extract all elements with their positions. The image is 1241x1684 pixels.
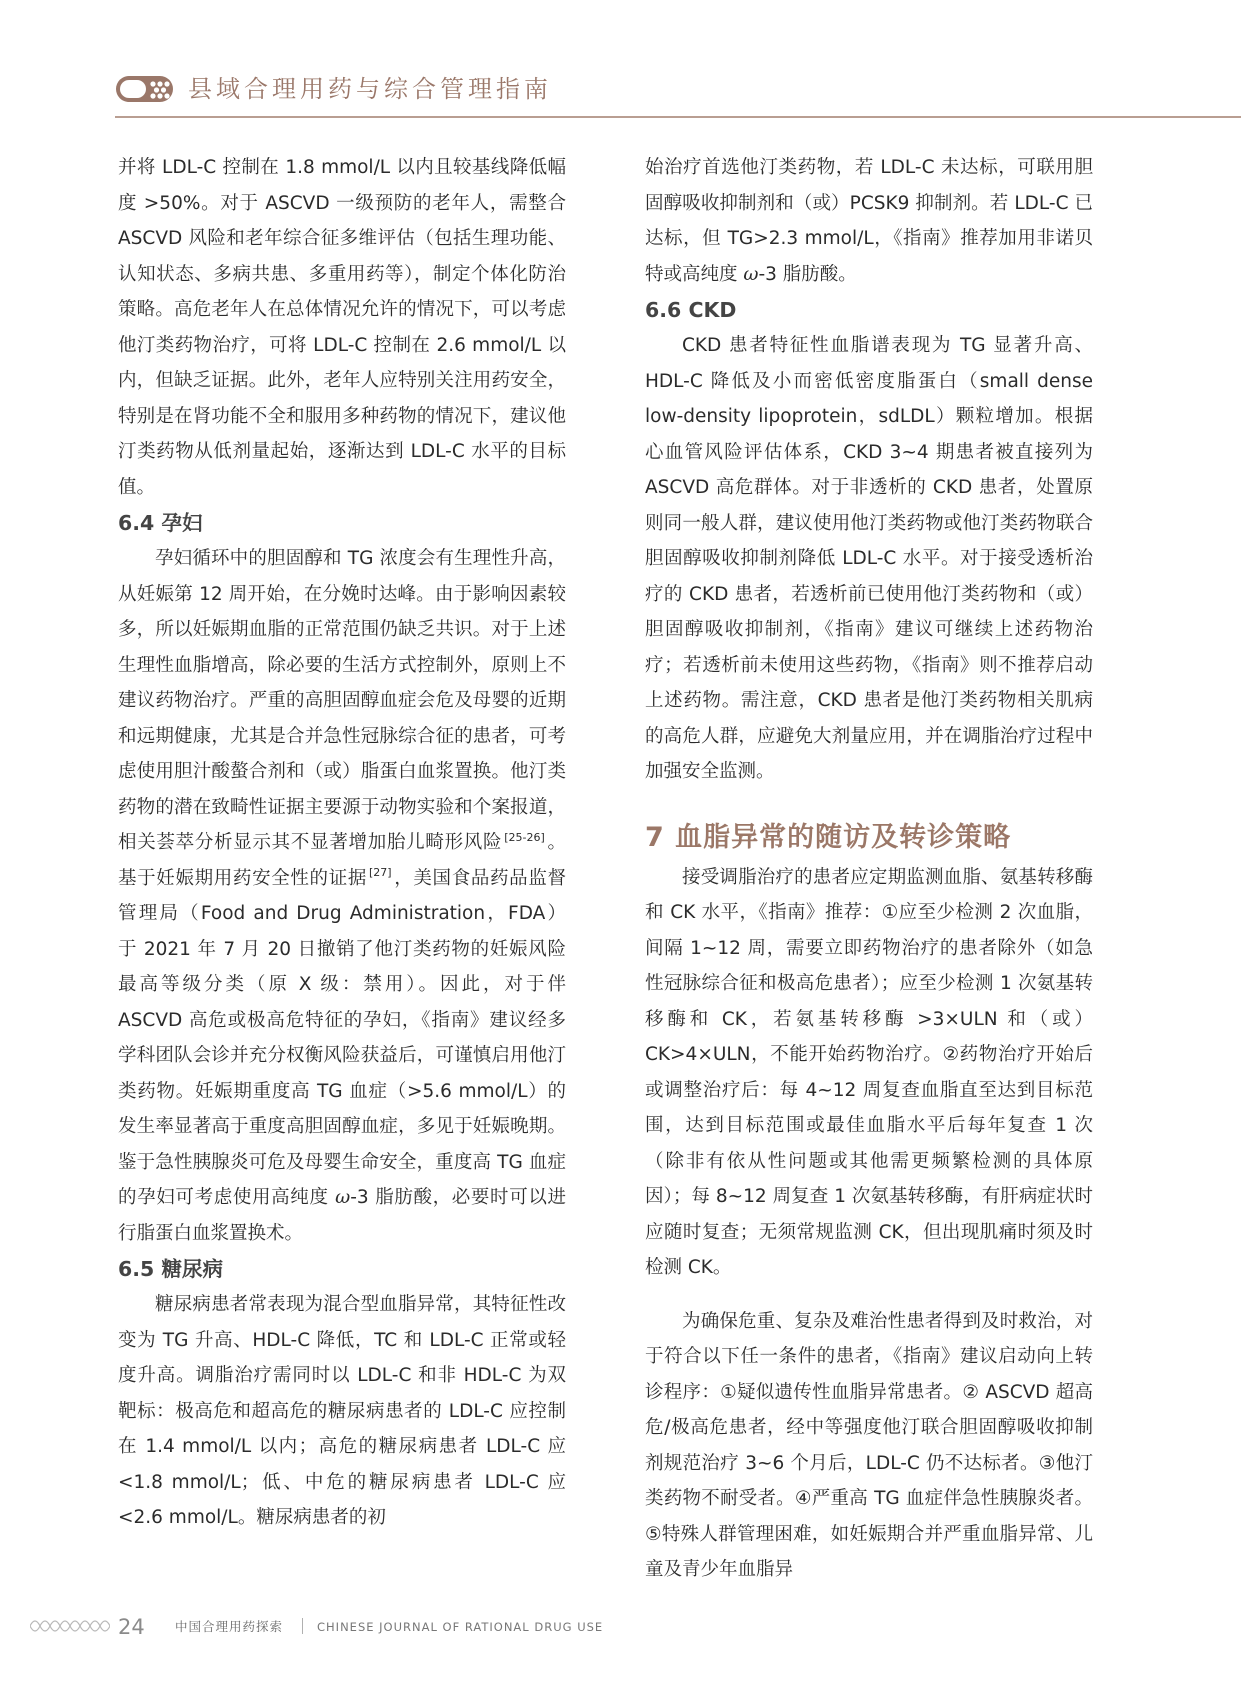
right-column xyxy=(645,150,1093,1588)
citation-27[interactable]: [27] xyxy=(369,866,392,880)
section-heading-6-4: 6.4 孕妇 xyxy=(118,511,203,535)
paragraph-elderly-continued: 并将 LDL-C 控制在 1.8 mmol/L 以内且较基线降低幅度 >50%。对于 ASCVD 一级预防的老年人，需整合 ASCVD 风险和老年综合征多维评估（包括生理功能、认知状态、多病共患、多重用药等），制定个体化防治策略。高危老年人在总体情况允许的情况下，可以考虑他汀类药物治疗，可将 LDL-C 控制在 2.6 mmol/L 以内，但缺乏证据。此外，老年人应特别关注用药安全，特别是在肾功能不全和服用多种药物的情况下，建议他汀类药物从低剂量起始，逐渐达到 LDL-C 水平的目标值。 xyxy=(118,157,566,498)
wave-decoration-icon xyxy=(30,1616,110,1636)
footer-divider xyxy=(302,1618,303,1634)
text-run: 始治疗首选他汀类药物，若 LDL-C 未达标，可联用胆固醇吸收抑制剂和（或）PCSK9 抑制剂。若 LDL-C 已达标，但 TG>2.3 mmol/L，《指南》推荐加用非诺贝特或高纯度 xyxy=(645,157,1093,285)
paragraph-pregnancy xyxy=(118,541,566,1251)
left-column xyxy=(118,150,566,1536)
text-run: -3 脂肪酸，必要时可以进行脂蛋白血浆置换术。 xyxy=(118,1187,566,1244)
citation-25-26[interactable]: [25-26] xyxy=(504,830,545,844)
journal-name-cn: 中国合理用药探索 xyxy=(175,1619,284,1634)
text-run: ，美国食品药品监督管理局（Food and Drug Administration，FDA） 于 2021 年 7 月 20 日撤销了他汀类药物的妊娠风险最高等级分类（原 X 级：禁用）。因此，对于伴 ASCVD 高危或极高危特征的孕妇，《指南》建议经多学科团队会诊并充分权衡风险获益后，可谨慎启用他汀类药物。妊娠期重度高 TG 血症（>5.6 mmol/L）的发生率显著高于重度高胆固醇血症，多见于妊娠晚期。鉴于急性胰腺炎可危及母婴生命安全，重度高 TG 血症的孕妇可考虑使用高纯度 xyxy=(118,867,566,1208)
text-run: 。基于妊娠期用药安全性的证据 xyxy=(118,832,566,889)
journal-name-en: CHINESE JOURNAL OF RATIONAL DRUG USE xyxy=(317,1620,604,1634)
text-run: -3 脂肪酸。 xyxy=(758,263,857,285)
running-header xyxy=(115,70,1241,126)
text-run: 孕妇循环中的胆固醇和 TG 浓度会有生理性升高，从妊娠第 12 周开始，在分娩时达峰。由于影响因素较多，所以妊娠期血脂的正常范围仍缺乏共识。对于上述生理性血脂增高，除必要的生活方式控制外，原则上不建议药物治疗。严重的高胆固醇血症会危及母婴的近期和远期健康，尤其是合并急性冠脉综合征的患者，可考虑使用胆汁酸螯合剂和（或）脂蛋白血浆置换。他汀类药物的潜在致畸性证据主要源于动物实验和个案报道，相关荟萃分析显示其不显著增加胎儿畸形风险 xyxy=(118,548,566,853)
omega-symbol: ω xyxy=(335,1187,351,1208)
section-heading-7: 7 血脂异常的随访及转诊策略 xyxy=(645,821,1012,853)
header-title: 县域合理用药与综合管理指南 xyxy=(188,75,552,103)
paragraph-diabetes-continued xyxy=(645,150,1093,292)
section-heading-6-6: 6.6 CKD xyxy=(645,298,737,322)
paragraph-referral: 为确保危重、复杂及难治性患者得到及时救治，对于符合以下任一条件的患者，《指南》建议启动向上转诊程序：①疑似遗传性血脂异常患者。② ASCVD 超高危/极高危患者，经中等强度他汀联合胆固醇吸收抑制剂规范治疗 3~6 个月后，LDL-C 仍不达标者。③他汀类药物不耐受者。④严重高 TG 血症伴急性胰腺炎者。⑤特殊人群管理困难，如妊娠期合并严重血脂异常、儿童及青少年血脂异 xyxy=(645,1310,1093,1580)
page-number: 24 xyxy=(118,1615,145,1639)
page-footer xyxy=(30,1612,730,1642)
paragraph-diabetes: 糖尿病患者常表现为混合型血脂异常，其特征性改变为 TG 升高、HDL-C 降低，TC 和 LDL-C 正常或轻度升高。调脂治疗需同时以 LDL-C 和非 HDL-C 为双靶标：极高危和超高危的糖尿病患者的 LDL-C 应控制在 1.4 mmol/L 以内；高危的糖尿病患者 LDL-C 应 <1.8 mmol/L；低、中危的糖尿病患者 LDL-C 应 <2.6 mmol/L。糖尿病患者的初 xyxy=(118,1294,566,1528)
paragraph-ckd: CKD 患者特征性血脂谱表现为 TG 显著升高、HDL-C 降低及小而密低密度脂蛋白（small dense low-density lipoprotein，sdLDL）颗粒增加。根据心血管风险评估体系，CKD 3~4 期患者被直接列为 ASCVD 高危群体。对于非透析的 CKD 患者，处置原则同一般人群，建议使用他汀类药物或他汀类药物联合胆固醇吸收抑制剂降低 LDL-C 水平。对于接受透析治疗的 CKD 患者，若透析前已使用他汀类药物和（或）胆固醇吸收抑制剂，《指南》建议可继续上述药物治疗；若透析前未使用这些药物，《指南》则不推荐启动上述药物。需注意，CKD 患者是他汀类药物相关肌病的高危人群，应避免大剂量应用，并在调脂治疗过程中加强安全监测。 xyxy=(645,335,1093,782)
pill-logo-icon xyxy=(115,74,175,104)
header-divider xyxy=(115,116,1241,118)
paragraph-follow-up: 接受调脂治疗的患者应定期监测血脂、氨基转移酶和 CK 水平，《指南》推荐：①应至少检测 2 次血脂，间隔 1~12 周，需要立即药物治疗的患者除外（如急性冠脉综合征和极高危患者）；应至少检测 1 次氨基转移酶和 CK，若氨基转移酶 >3×ULN 和（或）CK>4×ULN，不能开始药物治疗。②药物治疗开始后或调整治疗后：每 4~12 周复查血脂直至达到目标范围，达到目标范围或最佳血脂水平后每年复查 1 次（除非有依从性问题或其他需更频繁检测的具体原因）；每 8~12 周复查 1 次氨基转移酶，有肝病症状时应随时复查；无须常规监测 CK，但出现肌痛时须及时检测 CK。 xyxy=(645,866,1093,1278)
omega-symbol: ω xyxy=(743,263,759,285)
section-heading-6-5: 6.5 糖尿病 xyxy=(118,1257,223,1281)
